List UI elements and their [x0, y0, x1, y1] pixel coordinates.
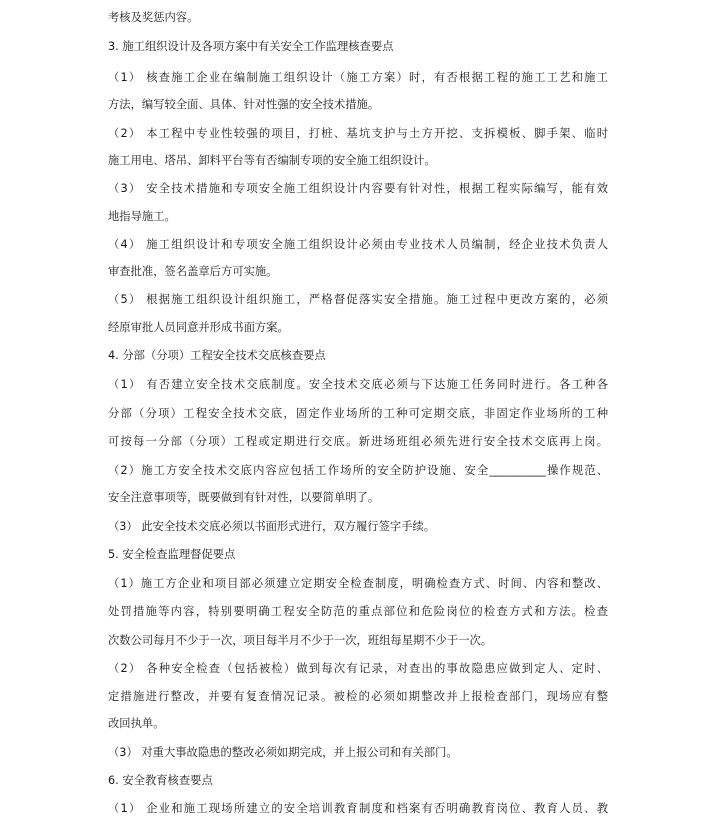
text-line: 定措施进行整改，并要有复查情况记录。被检的必须如期整改并上报检查部门，现场应有整 — [108, 690, 608, 703]
text-line: （3） 此安全技术交底必须以书面形式进行，双方履行签字手续。 — [108, 520, 436, 533]
text-line: （5） 根据施工组织设计组织施工，严格督促落实安全措施。施工过程中更改方案的，必须 — [108, 293, 608, 306]
text-line: 方法，编写较全面、具体、针对性强的安全技术措施。 — [108, 98, 380, 111]
text-line: 安全注意事项等，既要做到有针对性，以要简单明了。 — [108, 491, 380, 504]
text-line: （2） 各种安全检查（包括被检）做到每次有记录，对查出的事故隐患应做到定人、定时、 — [108, 662, 608, 675]
text-line: 地指导施工。 — [108, 210, 176, 223]
text-line: （2） 本工程中专业性较强的项目，打桩、基坑支护与土方开挖、支拆模板、脚手架、临时 — [108, 127, 608, 140]
section-heading: 5. 安全检查监理督促要点 — [108, 548, 236, 561]
text-line: 可按每一分部（分项）工程或定期进行交底。新进场班组必须先进行安全技术交底再上岗。 — [108, 435, 608, 448]
text-line: 次数公司每月不少于一次，项目每半月不少于一次，班组每星期不少于一次。 — [108, 634, 493, 647]
text-line: 改回执单。 — [108, 717, 165, 730]
text-line: 考核及奖惩内容。 — [108, 11, 199, 24]
text-line: （4） 施工组织设计和专项安全施工组织设计必须由专业技术人员编制，经企业技术负责人 — [108, 238, 608, 251]
text-line: （3） 对重大事故隐患的整改必须如期完成，并上报公司和有关部门。 — [108, 746, 458, 759]
text-line: （1） 核查施工企业在编制施工组织设计（施工方案）时，有否根据工程的施工工艺和施工 — [108, 71, 608, 84]
section-heading: 4. 分部（分项）工程安全技术交底核查要点 — [108, 349, 326, 362]
text-line: （1） 企业和施工现场所建立的安全培训教育制度和档案有否明确教育岗位、教育人员、教 — [108, 802, 608, 815]
text-line: 经原审批人员同意并形成书面方案。 — [108, 321, 289, 334]
text-line: 分部（分项）工程安全技术交底，固定作业场所的工种可定期交底，非固定作业场所的工种 — [108, 407, 608, 420]
section-heading: 3. 施工组织设计及各项方案中有关安全工作监理核查要点 — [108, 40, 394, 53]
text-line: （2）施工方安全技术交底内容应包括工作场所的安全防护设施、安全__________操作规范、 — [108, 464, 608, 477]
text-line: 施工用电、塔吊、卸料平台等有否编制专项的安全施工组织设计。 — [108, 154, 436, 167]
text-line: （3） 安全技术措施和专项安全施工组织设计内容要有针对性，根据工程实际编写，能有效 — [108, 182, 608, 195]
section-heading: 6. 安全教育核查要点 — [108, 774, 213, 787]
text-line: （1）施工方企业和项目部必须建立定期安全检查制度，明确检查方式、时间、内容和整改、 — [108, 577, 608, 590]
text-line: 处罚措施等内容，特别要明确工程安全防范的重点部位和危险岗位的检查方式和方法。检查 — [108, 605, 608, 618]
text-line: 审查批准，签名盖章后方可实施。 — [108, 265, 278, 278]
text-line: （1） 有否建立安全技术交底制度。安全技术交底必须与下达施工任务同时进行。各工种各 — [108, 378, 608, 391]
